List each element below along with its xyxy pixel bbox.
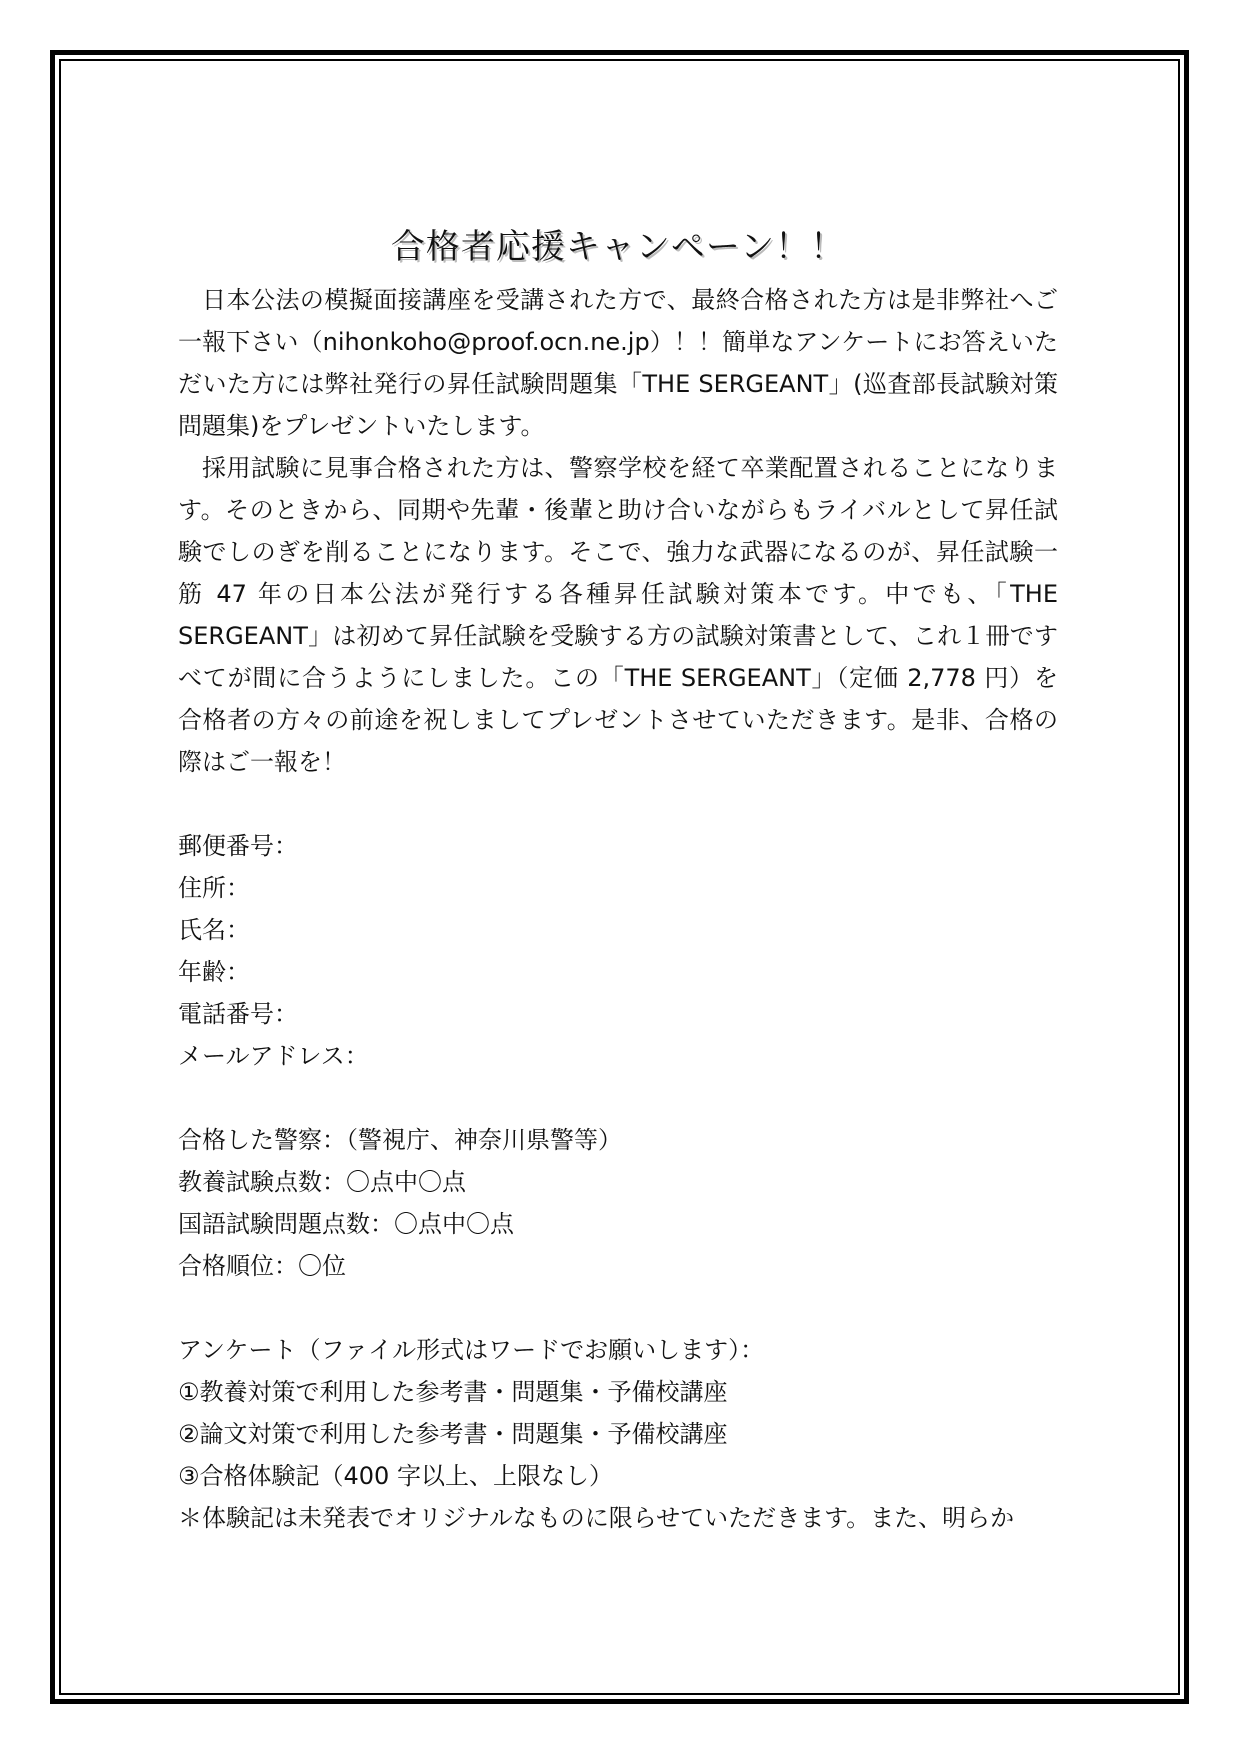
survey-item: ①教養対策で利用した参考書・問題集・予備校講座 <box>178 1378 728 1406</box>
name-field: 氏名： <box>178 916 250 944</box>
survey-section <box>178 1329 1058 1539</box>
pass-rank-field: 合格順位：〇位 <box>178 1252 346 1280</box>
email-field: メールアドレス： <box>178 1042 369 1070</box>
intro-paragraph: 日本公法の模擬面接講座を受講された方で、最終合格された方は是非弊社へご一報下さい（nihonkoho@proof.ocn.ne.jp）！！簡単なアンケートにお答えいただいた方には弊社発行の昇任試験問題集「THE SERGEANT」(巡査部長試験対策問題集)をプレゼントいたします。 <box>178 286 1058 440</box>
age-field: 年齢： <box>178 958 250 986</box>
survey-heading: アンケート（ファイル形式はワードでお願いします）： <box>178 1336 765 1364</box>
spacer <box>178 783 1058 825</box>
address-field: 住所： <box>178 874 250 902</box>
description-paragraph: 採用試験に見事合格された方は、警察学校を経て卒業配置されることになります。そのときから、同期や先輩・後輩と助け合いながらもライバルとして昇任試験でしのぎを削ることになります。そこで、強力な武器になるのが、昇任試験一筋 47 年の日本公法が発行する各種昇任試験対策本です。中でも、「THE SERGEANT」は初めて昇任試験を受験する方の試験対策書として、これ１冊ですべてが間に合うようにしました。この「THE SERGEANT」（定価 2,778 円）を合格者の方々の前途を祝しましてプレゼントさせていただきます。是非、合格の際はご一報を！ <box>178 454 1058 776</box>
spacer <box>178 1077 1058 1119</box>
survey-item: ③合格体験記（400 字以上、上限なし） <box>178 1462 613 1490</box>
phone-field: 電話番号： <box>178 1000 298 1028</box>
contact-field-list <box>178 825 1058 1077</box>
survey-item: ②論文対策で利用した参考書・問題集・予備校講座 <box>178 1420 728 1448</box>
police-agency-field: 合格した警察：（警視庁、神奈川県警等） <box>178 1126 622 1154</box>
survey-note: ＊体験記は未発表でオリジナルなものに限らせていただきます。また、明らか <box>178 1504 1015 1532</box>
document-body <box>178 225 1058 1539</box>
japanese-exam-score-field: 国語試験問題点数：〇点中〇点 <box>178 1210 514 1238</box>
exam-field-list <box>178 1119 1058 1287</box>
general-exam-score-field: 教養試験点数：〇点中〇点 <box>178 1168 466 1196</box>
spacer <box>178 1287 1058 1329</box>
page-title: 合格者応援キャンペーン！！ <box>390 227 846 267</box>
postal-code-field: 郵便番号： <box>178 832 298 860</box>
